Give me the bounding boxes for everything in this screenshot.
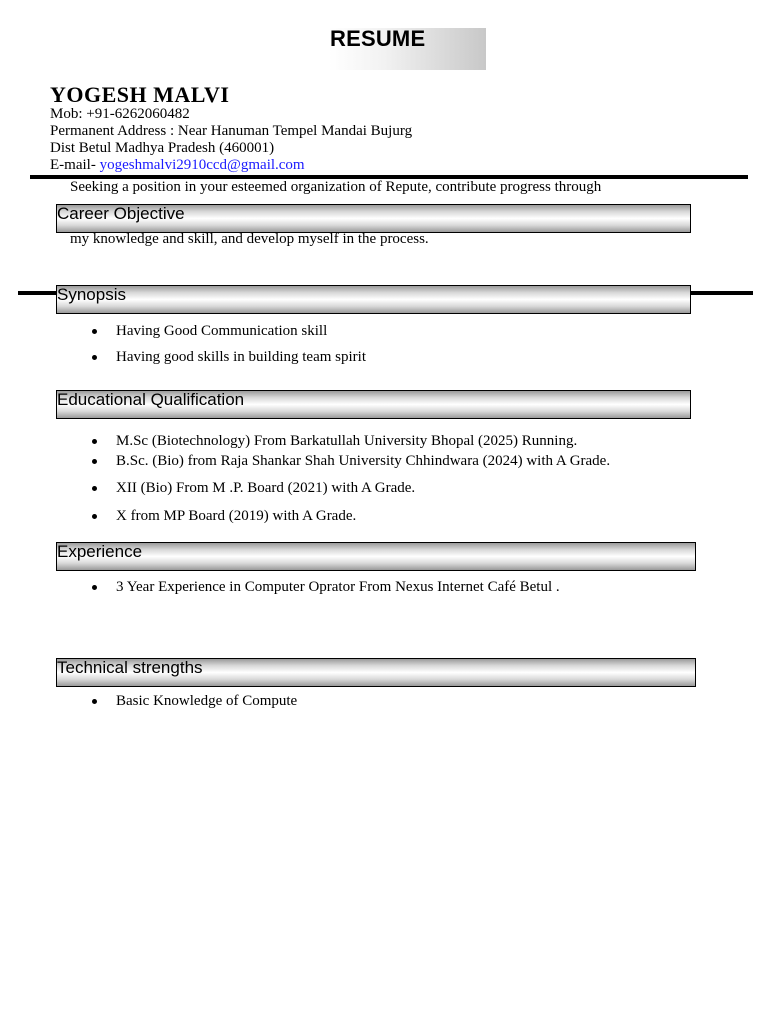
experience-item: 3 Year Experience in Computer Oprator From Nexus Internet Café Betul . <box>116 579 560 595</box>
synopsis-item: Having Good Communication skill <box>116 323 328 339</box>
bullet-icon <box>92 355 97 360</box>
bullet-icon <box>92 459 97 464</box>
bullet-icon <box>92 699 97 704</box>
section-heading-experience: Experience <box>57 542 143 561</box>
section-educational-qualification <box>56 390 691 419</box>
email-label: E-mail- <box>50 157 100 173</box>
bullet-icon <box>92 514 97 519</box>
section-heading-career-objective: Career Objective <box>57 204 185 223</box>
bullet-icon <box>92 585 97 590</box>
bullet-icon <box>92 439 97 444</box>
section-synopsis <box>56 285 691 314</box>
section-heading-synopsis: Synopsis <box>57 285 126 304</box>
resume-title: RESUME <box>330 26 426 51</box>
mobile-number: Mob: +91-6262060482 <box>50 106 190 122</box>
section-heading-technical-strengths: Technical strengths <box>57 658 203 677</box>
career-objective-line-2: my knowledge and skill, and develop myself in the process. <box>70 231 429 247</box>
email-link[interactable]: yogeshmalvi2910ccd@gmail.com <box>99 157 305 173</box>
address-line-2: Dist Betul Madhya Pradesh (460001) <box>50 140 275 156</box>
bullet-icon <box>92 486 97 491</box>
synopsis-item: Having good skills in building team spirit <box>116 349 366 365</box>
section-experience <box>56 542 696 571</box>
education-item: M.Sc (Biotechnology) From Barkatullah University Bhopal (2025) Running. <box>116 433 578 449</box>
candidate-name: YOGESH MALVI <box>50 82 230 107</box>
section-career-objective <box>56 204 691 233</box>
career-objective-line-1: Seeking a position in your esteemed organization of Repute, contribute progress through <box>70 179 602 195</box>
section-technical-strengths <box>56 658 696 687</box>
section-heading-education: Educational Qualification <box>57 390 245 409</box>
technical-item: Basic Knowledge of Compute <box>116 693 298 709</box>
address-line-1: Permanent Address : Near Hanuman Tempel Mandai Bujurg <box>50 123 413 139</box>
bullet-icon <box>92 329 97 334</box>
education-item: B.Sc. (Bio) from Raja Shankar Shah University Chhindwara (2024) with A Grade. <box>116 453 611 469</box>
education-item: XII (Bio) From M .P. Board (2021) with A Grade. <box>116 480 416 496</box>
email-line <box>50 157 305 174</box>
education-item: X from MP Board (2019) with A Grade. <box>116 508 357 524</box>
